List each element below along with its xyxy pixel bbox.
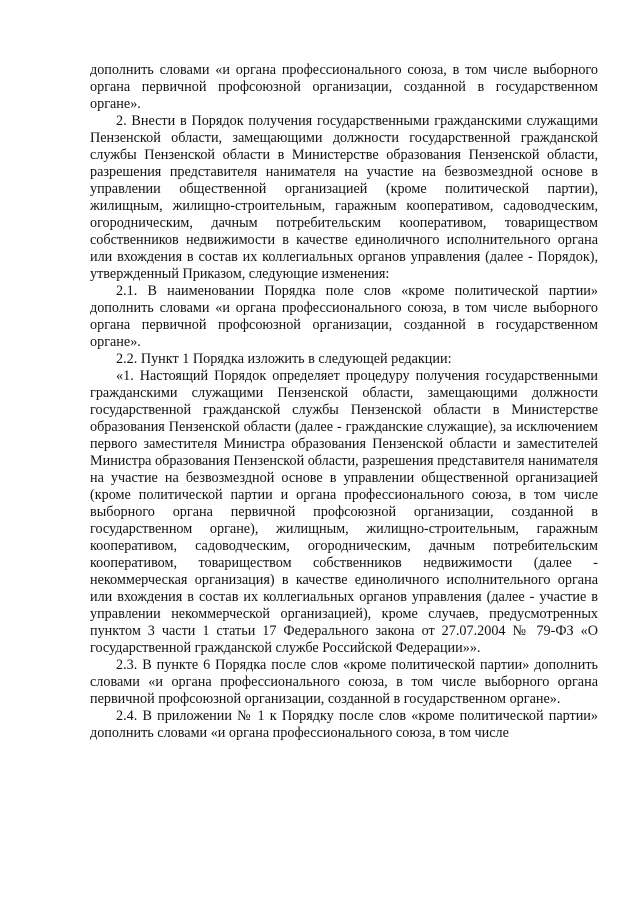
paragraph-item-2-3: 2.3. В пункте 6 Порядка после слов «кроме политической партии» дополнить словами «и органа профессионального союза, в том числе выборного органа первичной профсоюзной организации, созданной в государственном органе». [90,657,598,707]
paragraph-item-1-quote: «1. Настоящий Порядок определяет процедуру получения государственными гражданскими служащими Пензенской области, замещающими должности государственной гражданской службы Пензенской области в Министерстве образования Пензенской области (далее - гражданские служащие), за исключением первого заместителя Министра образования Пензенской области и заместителей Министра образования Пензенской области, разрешения представителя нанимателя на участие на безвозмездной основе в управлении общественной организацией (кроме политической партии и органа профессионального союза, в том числе выборного органа первичной профсоюзной организации, созданной в государственном органе), жилищным, жилищно-строительным, гаражным кооперативом, садоводческим, огородническим, дачным потребительским кооперативом, товариществом собственников недвижимости (далее - некоммерческая организация) в качестве единоличного исполнительного органа или вхождения в состав их коллегиальных органов управления (далее - участие в управлении некоммерческой организацией), кроме случаев, предусмотренных пунктом 3 части 1 статьи 17 Федерального закона от 27.07.2004 № 79-ФЗ «О государственной гражданской службе Российской Федерации»». [90,368,599,656]
document-body [90,62,598,742]
paragraph-item-2-2: 2.2. Пункт 1 Порядка изложить в следующей редакции: [116,351,452,367]
paragraph-item-2: 2. Внести в Порядок получения государственными гражданскими служащими Пензенской области, замещающими должности государственной гражданской службы Пензенской области в Министерстве образования Пензенской области, разрешения представителя нанимателя на участие на безвозмездной основе в управлении общественной организацией (кроме политической партии), жилищным, жилищно-строительным, гаражным кооперативом, садоводческим, огородническим, дачным потребительским кооперативом, товариществом собственников недвижимости в качестве единоличного исполнительного органа или вхождения в состав их коллегиальных органов управления (далее - Порядок), утвержденный Приказом, следующие изменения: [90,113,598,282]
paragraph-item-2-4: 2.4. В приложении № 1 к Порядку после слов «кроме политической партии» дополнить словами «и органа профессионального союза, в том числе [90,708,598,741]
paragraph-continuation: дополнить словами «и органа профессионального союза, в том числе выборного органа первичной профсоюзной организации, созданной в государственном органе». [90,62,598,112]
paragraph-item-2-1: 2.1. В наименовании Порядка поле слов «кроме политической партии» дополнить словами «и органа профессионального союза, в том числе выборного органа первичной профсоюзной организации, созданной в государственном органе». [90,283,598,350]
